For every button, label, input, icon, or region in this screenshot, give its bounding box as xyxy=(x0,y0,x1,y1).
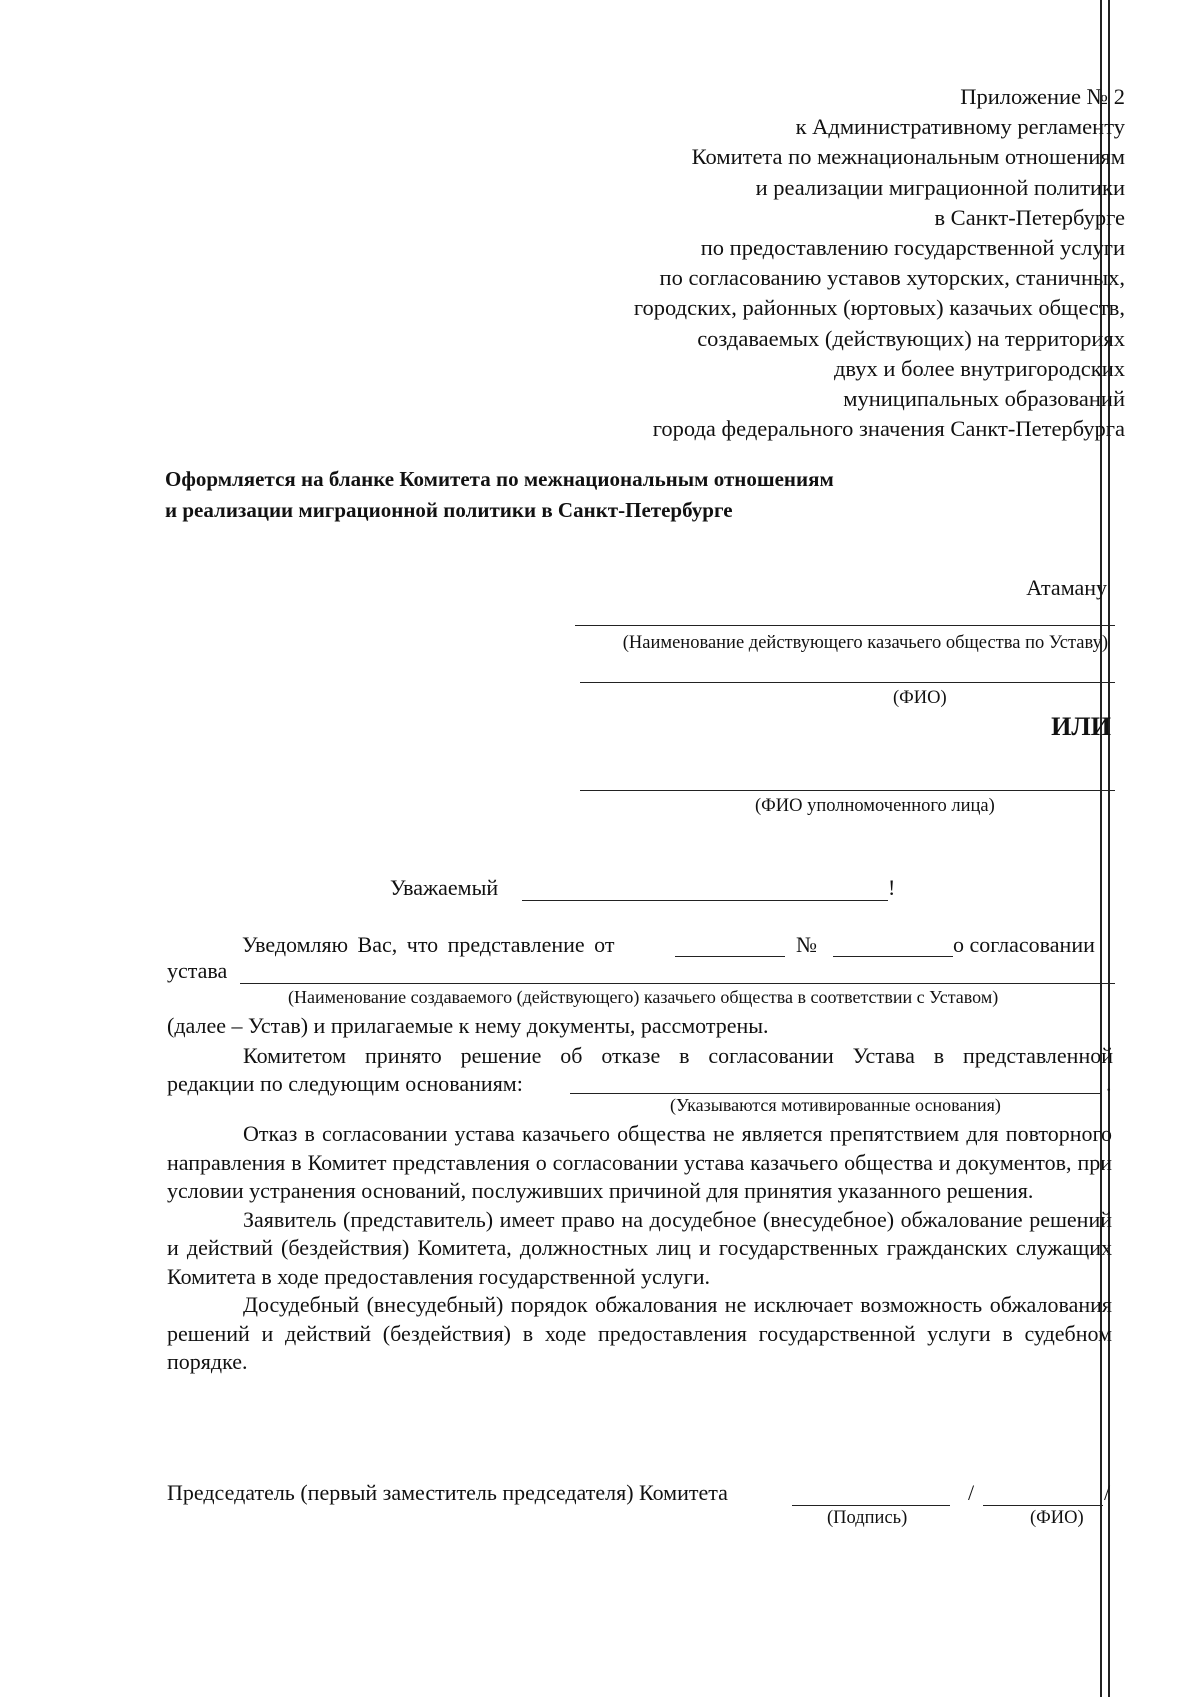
decision-line-2-start: редакции по следующим основаниям: xyxy=(167,1071,523,1096)
appendix-line: по предоставлению государственной услуги xyxy=(700,235,1125,261)
ustav-caption: (Наименование создаваемого (действующего) казачьего общества в соответствии с Уставом) xyxy=(288,987,999,1007)
paragraph-refusal: Отказ в согласовании устава казачьего общества не является препятствием для повторного направления в Комитет представления о согласовании устава казачьего общества и документов, при условии устранения оснований, послуживших причиной для принятия указанного решения. xyxy=(167,1121,1112,1203)
ataman-label: Атаману xyxy=(1026,575,1107,600)
signature-fio-line xyxy=(983,1505,1103,1506)
ataman-fio-line xyxy=(580,682,1115,683)
appendix-line: муниципальных образований xyxy=(843,386,1125,412)
authorized-caption: (ФИО уполномоченного лица) xyxy=(755,796,995,816)
society-name-line xyxy=(575,625,1115,626)
greeting-label: Уважаемый xyxy=(390,875,499,900)
signature-slash-1: / xyxy=(968,1480,975,1505)
decision-reason-line xyxy=(570,1093,1100,1094)
body-paragraphs xyxy=(167,1120,1112,1377)
ustav-name-line xyxy=(240,983,1115,984)
decision-caption: (Указываются мотивированные основания) xyxy=(670,1095,1001,1115)
notice-date-line xyxy=(675,956,785,957)
appendix-header xyxy=(634,82,1125,444)
decision-line-1: Комитетом принято решение об отказе в согласовании Устава в представленной xyxy=(243,1043,1113,1068)
society-caption: (Наименование действующего казачьего общества по Уставу) xyxy=(622,633,1108,653)
form-heading xyxy=(165,464,834,526)
appendix-line: к Административному регламенту xyxy=(795,114,1125,140)
notice-line-3: (далее – Устав) и прилагаемые к нему документы, рассмотрены. xyxy=(167,1013,769,1038)
appendix-line: города федерального значения Санкт-Петербурга xyxy=(652,416,1125,442)
notice-line-1-end: о согласовании xyxy=(953,932,1095,957)
paragraph-court-appeal: Досудебный (внесудебный) порядок обжалования не исключает возможность обжалования решений и действий (бездействия) в ходе предоставления государственной услуги в судебном порядке. xyxy=(167,1292,1112,1374)
signature-sign-caption: (Подпись) xyxy=(827,1508,908,1528)
or-label: ИЛИ xyxy=(1051,712,1111,741)
notice-number-line xyxy=(833,956,953,957)
decision-line-2-end: . xyxy=(1106,1071,1112,1096)
appendix-line: и реализации миграционной политики xyxy=(755,174,1125,200)
greeting-name-line xyxy=(522,900,888,901)
appendix-line: в Санкт-Петербурге xyxy=(934,204,1125,230)
appendix-line: городских, районных (юртовых) казачьих обществ, xyxy=(633,295,1125,321)
greeting-exclamation: ! xyxy=(888,875,896,900)
fio-caption: (ФИО) xyxy=(893,688,947,708)
appendix-line: Комитета по межнациональным отношениям xyxy=(691,144,1125,170)
signature-slash-2: / xyxy=(1104,1480,1111,1505)
heading-line-2: и реализации миграционной политики в Санкт-Петербурге xyxy=(165,498,733,522)
signature-title: Председатель (первый заместитель председателя) Комитета xyxy=(167,1480,728,1505)
appendix-line: по согласованию уставов хуторских, станичных, xyxy=(659,265,1125,291)
appendix-line: создаваемых (действующих) на территориях xyxy=(697,325,1125,351)
signature-fio-caption: (ФИО) xyxy=(1030,1508,1084,1528)
authorized-fio-line xyxy=(580,790,1115,791)
heading-line-1: Оформляется на бланке Комитета по межнациональным отношениям xyxy=(165,467,834,491)
appendix-line: Приложение № 2 xyxy=(960,84,1125,109)
notice-ustav-word: устава xyxy=(167,958,228,983)
appendix-line: двух и более внутригородских xyxy=(833,355,1125,381)
signature-sign-line xyxy=(792,1505,950,1506)
notice-number-sign: № xyxy=(796,932,817,957)
paragraph-appeal-right: Заявитель (представитель) имеет право на досудебное (внесудебное) обжалование решений и действий (бездействия) Комитета, должностных лиц и государственных гражданских служащих Комитета в ходе предоставления государственной услуги. xyxy=(167,1206,1112,1289)
notice-line-1-start: Уведомляю Вас, что представление от xyxy=(242,932,615,957)
